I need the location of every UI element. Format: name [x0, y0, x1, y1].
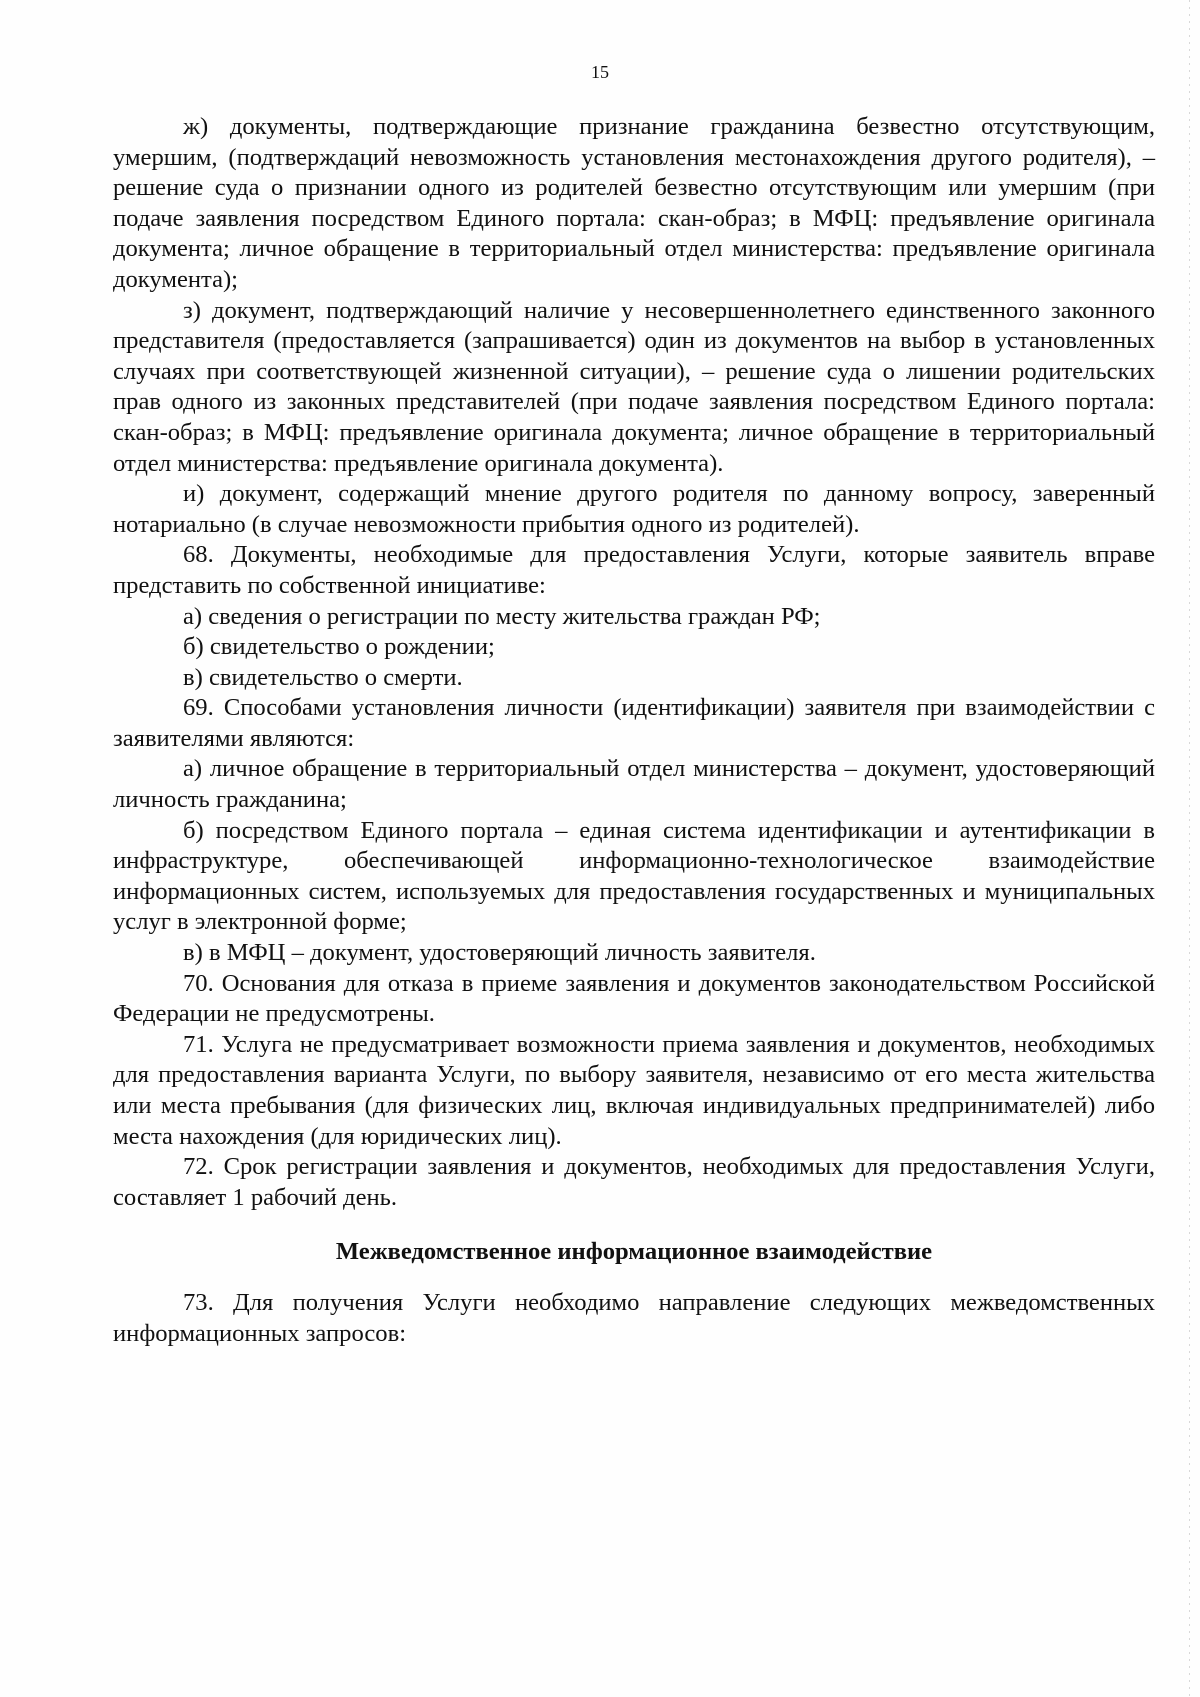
paragraph-zh: ж) документы, подтверждающие признание гражданина безвестно отсутствующим, умершим, (подтверждаций невозможность установления местонахождения другого родителя), – решение суда о признании одного из родителей безвестно отсутствующим или умершим (при подаче заявления посредством Единого портала: скан-образ; в МФЦ: предъявление оригинала документа; личное обращение в территориальный отдел министерства: предъявление оригинала документа); — [113, 113, 1155, 293]
document-body — [113, 112, 1155, 1349]
paragraph-69-b: б) посредством Единого портала – единая система идентификации и аутентификации в инфраструктуре, обеспечивающей информационно-технологическое взаимодействие информационных систем, используемых для предоставления государственных и муниципальных услуг в электронной форме; — [113, 816, 1155, 936]
paragraph-i: и) документ, содержащий мнение другого родителя по данному вопросу, заверенный нотариально (в случае невозможности прибытия одного из родителей). — [113, 480, 1155, 538]
paragraph-70: 70. Основания для отказа в приеме заявления и документов законодательством Российской Федерации не предусмотрены. — [113, 969, 1155, 1028]
paragraph-z: з) документ, подтверждающий наличие у несовершеннолетнего единственного законного представителя (предоставляется (запрашивается) один из документов на выбор в установленных случаях при соответствующей жизненной ситуации), – решение суда о лишении родительских прав одного из законных представителей (при подаче заявления посредством Единого портала: скан-образ; в МФЦ: предъявление оригинала документа; личное обращение в территориальный отдел министерства: предъявление оригинала документа). — [113, 296, 1155, 477]
paragraph-68-a: а) сведения о регистрации по месту жительства граждан РФ; — [183, 602, 821, 630]
paragraph-68: 68. Документы, необходимые для предоставления Услуги, которые заявитель вправе представить по собственной инициативе: — [113, 541, 1155, 599]
paragraph-71: 71. Услуга не предусматривает возможности приема заявления и документов, необходимых для предоставления варианта Услуги, по выбору заявителя, независимо от его места жительства или места пребывания (для физических лиц, включая индивидуальных предпринимателей) либо места нахождения (для юридических лиц). — [113, 1030, 1155, 1150]
section-heading: Межведомственное информационное взаимодействие — [335, 1238, 933, 1266]
page-number: 15 — [591, 62, 609, 82]
paragraph-69: 69. Способами установления личности (идентификации) заявителя при взаимодействии с заявителями являются: — [113, 694, 1155, 752]
paragraph-73: 73. Для получения Услуги необходимо направление следующих межведомственных информационных запросов: — [113, 1288, 1155, 1347]
paragraph-68-b: б) свидетельство о рождении; — [183, 633, 495, 661]
paragraph-72: 72. Срок регистрации заявления и документов, необходимых для предоставления Услуги, составляет 1 рабочий день. — [113, 1153, 1155, 1211]
paragraph-69-a: а) личное обращение в территориальный отдел министерства – документ, удостоверяющий личность гражданина; — [113, 755, 1155, 814]
paragraph-68-v: в) свидетельство о смерти. — [183, 663, 463, 691]
scan-edge-line — [1189, 0, 1190, 1697]
paragraph-69-v: в) в МФЦ – документ, удостоверяющий личность заявителя. — [183, 939, 816, 967]
